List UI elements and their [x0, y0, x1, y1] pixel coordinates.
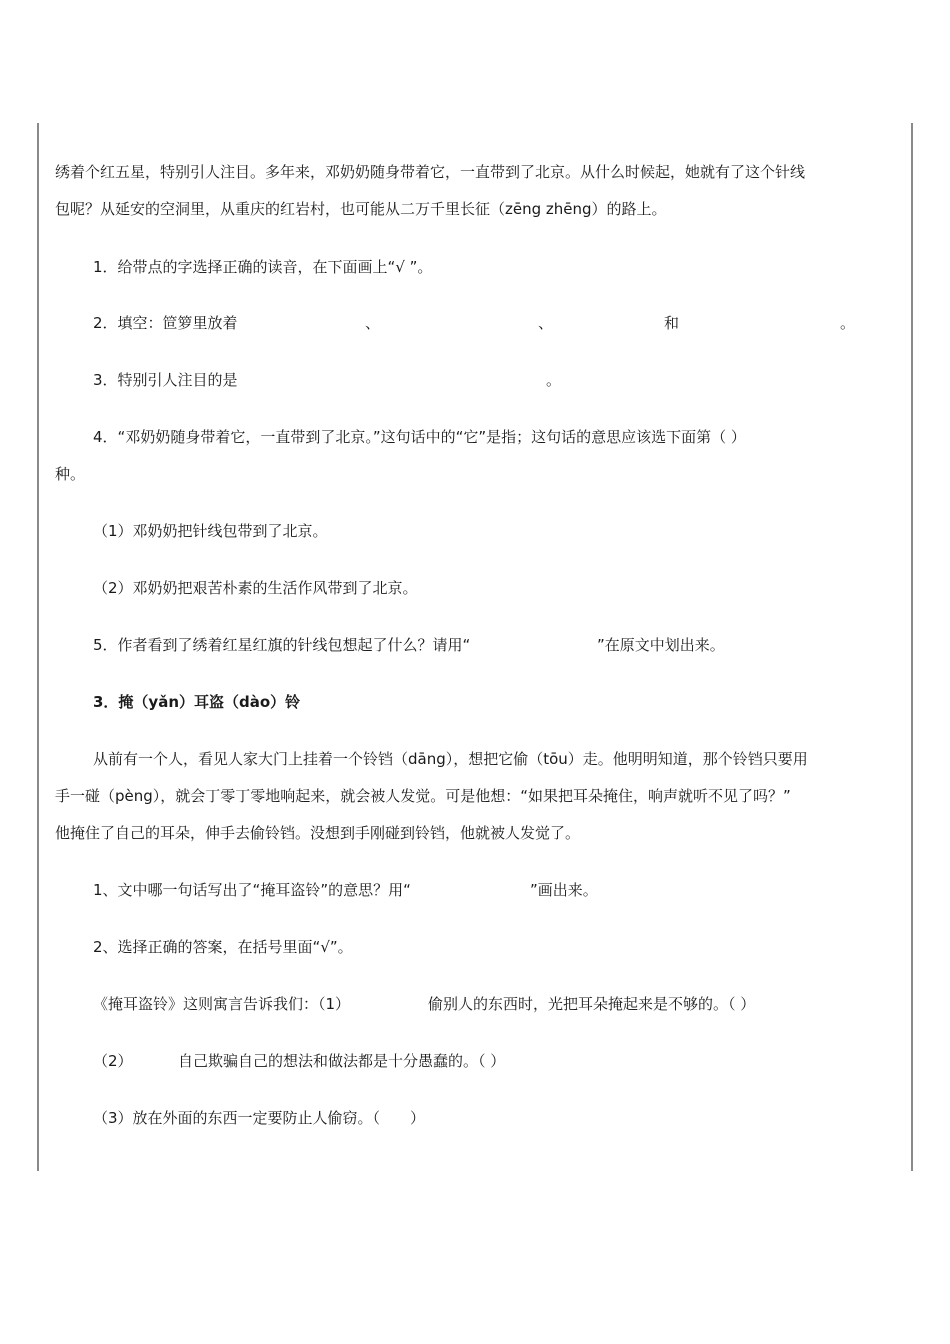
question-2-separator-1: 、: [365, 314, 381, 332]
question-5-prefix: 5．作者看到了绣着红星红旗的针线包想起了什么？请用“: [93, 636, 471, 654]
passage3-line2: 手一碰（pèng），就会丁零丁零地响起来，就会被人发觉。可是他想：“如果把耳朵掩住，响声就听不见了吗？”: [55, 787, 791, 805]
question-2-and: 和: [664, 314, 680, 332]
section-3-option-2: [93, 1052, 573, 1070]
section-3-option-1-text: 偷别人的东西时，光把耳朵掩起来是不够的。（ ）: [428, 995, 756, 1013]
right-border-line: [911, 123, 913, 1171]
question-3-prefix: 3．特别引人注目的是: [93, 371, 238, 389]
passage3-line1: 从前有一个人，看见人家大门上挂着一个铃铛（dāng），想把它偷（tōu）走。他明明知道，那个铃铛只要用: [93, 750, 808, 768]
question-2-end: 。: [840, 314, 856, 332]
question-3: [93, 371, 693, 389]
section-3-option-3: （3）放在外面的东西一定要防止人偷窃。（ ）: [93, 1109, 426, 1127]
option-1: （1）邓奶奶把针线包带到了北京。: [93, 522, 328, 540]
question-1: 1．给带点的字选择正确的读音，在下面画上“√ ”。: [93, 258, 433, 276]
section-3-option-1: [93, 995, 813, 1013]
passage3-line3: 他掩住了自己的耳朵，伸手去偷铃铛。没想到手刚碰到铃铛，他就被人发觉了。: [55, 824, 581, 842]
section-3-option-2-prefix: （2）: [93, 1052, 133, 1070]
question-5: [93, 636, 793, 654]
section-3-question-1: [93, 881, 693, 899]
left-border-line: [37, 123, 39, 1171]
option-2: （2）邓奶奶把艰苦朴素的生活作风带到了北京。: [93, 579, 418, 597]
question-5-suffix: ”在原文中划出来。: [597, 636, 725, 654]
question-4-line1: 4．“邓奶奶随身带着它，一直带到了北京。”这句话中的“它”是指；这句话的意思应该选下面第（ ）: [93, 428, 746, 446]
section-3-question-1-prefix: 1、文中哪一句话写出了“掩耳盗铃”的意思？用“: [93, 881, 411, 899]
section-3-question-2: 2、选择正确的答案，在括号里面“√”。: [93, 938, 353, 956]
section-3-option-1-prefix: 《掩耳盗铃》这则寓言告诉我们：（1）: [93, 995, 351, 1013]
question-3-end: 。: [546, 371, 562, 389]
question-2-prefix: 2．填空：笸箩里放着: [93, 314, 238, 332]
section-3-option-2-text: 自己欺骗自己的想法和做法都是十分愚蠢的。（ ）: [178, 1052, 506, 1070]
passage1-line2: 包呢？从延安的空洞里，从重庆的红岩村，也可能从二万千里长征（zēng zhēng）的路上。: [55, 200, 667, 218]
question-2: [93, 314, 873, 332]
section-3-question-1-suffix: ”画出来。: [530, 881, 598, 899]
passage1-line1: 绣着个红五星，特别引人注目。多年来，邓奶奶随身带着它，一直带到了北京。从什么时候起，她就有了这个针线: [55, 163, 806, 181]
question-4-line2: 种。: [55, 465, 86, 483]
section-3-title: 3．掩（yǎn）耳盗（dào）铃: [93, 693, 301, 711]
question-2-separator-2: 、: [538, 314, 554, 332]
